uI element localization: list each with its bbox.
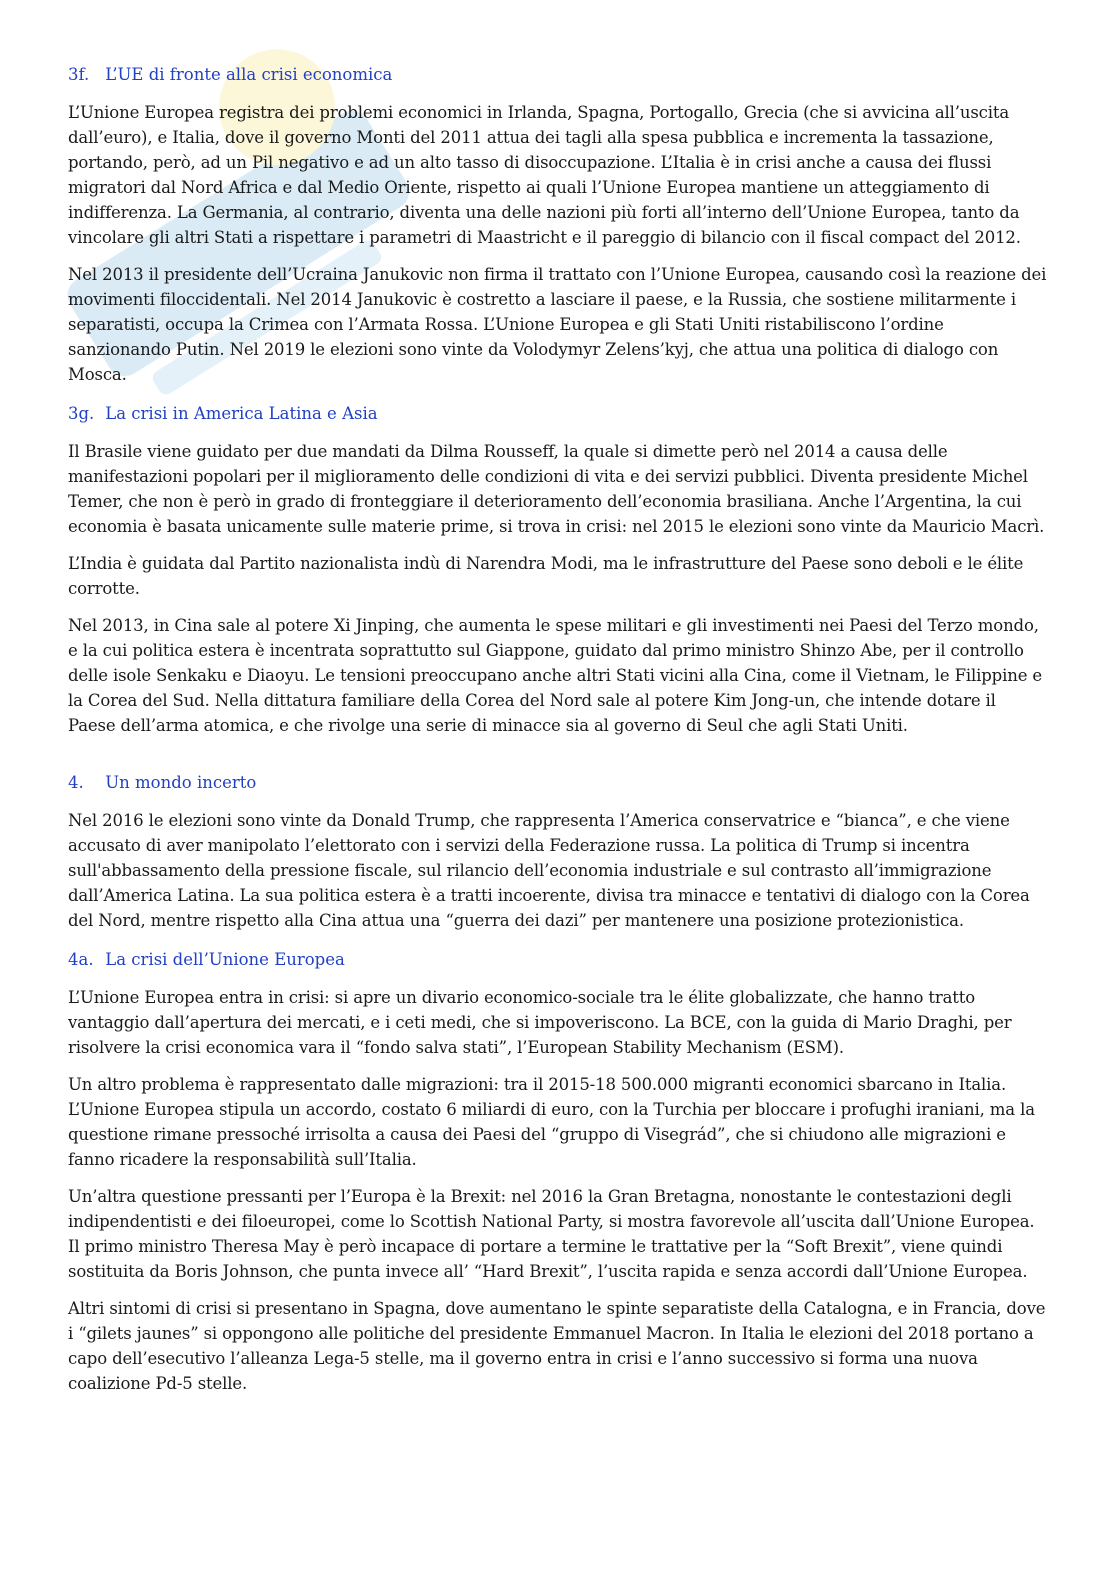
section-number: 4. bbox=[68, 773, 84, 792]
section-number: 3g. bbox=[68, 404, 95, 423]
paragraph: Nel 2016 le elezioni sono vinte da Donald Trump, che rappresenta l’America conservatrice e “bianca”, e che viene accusato di aver manipolato l’elettorato con i servizi della Federazione russa. La politica di Trump si incentra sull'abbassamento della pressione fiscale, sul rilancio dell’economia industriale e sul contrasto all’immigrazione dall’America Latina. La sua politica estera è a tratti incoerente, divisa tra minacce e tentativi di dialogo con la Corea del Nord, mentre rispetto alla Cina attua una “guerra dei dazi” per mantenere una posizione protezionistica. bbox=[68, 811, 1030, 930]
paragraph: Un altro problema è rappresentato dalle migrazioni: tra il 2015-18 500.000 migranti economici sbarcano in Italia. L’Unione Europea stipula un accordo, costato 6 miliardi di euro, con la Turchia per bloccare i profughi iraniani, ma la questione rimane pressoché irrisolta a causa dei Paesi del “gruppo di Visegrád”, che si chiudono alle migrazioni e fanno ricadere la responsabilità sull’Italia. bbox=[68, 1075, 1035, 1169]
paragraph: Un’altra questione pressanti per l’Europa è la Brexit: nel 2016 la Gran Bretagna, nonostante le contestazioni degli indipendentisti e dei filoeuropei, come lo Scottish National Party, si mostra favorevole all’uscita dall’Unione Europea. Il primo ministro Theresa May è però incapace di portare a termine le trattative per la “Soft Brexit”, viene quindi sostituita da Boris Johnson, che punta invece all’ “Hard Brexit”, l’uscita rapida e senza accordi dall’Unione Europea. bbox=[68, 1187, 1035, 1281]
section-heading bbox=[68, 62, 1048, 88]
paragraph: Altri sintomi di crisi si presentano in Spagna, dove aumentano le spinte separatiste della Catalogna, e in Francia, dove i “gilets jaunes” si oppongono alle politiche del presidente Emmanuel Macron. In Italia le elezioni del 2018 portano a capo dell’esecutivo l’alleanza Lega-5 stelle, ma il governo entra in crisi e l’anno successivo si forma una nuova coalizione Pd-5 stelle. bbox=[68, 1299, 1046, 1393]
paragraph: L’India è guidata dal Partito nazionalista indù di Narendra Modi, ma le infrastrutture del Paese sono deboli e le élite corrotte. bbox=[68, 554, 1024, 598]
section-number: 3f. bbox=[68, 65, 90, 84]
paragraph: Il Brasile viene guidato per due mandati da Dilma Rousseff, la quale si dimette però nel 2014 a causa delle manifestazioni popolari per il miglioramento delle condizioni di vita e dei servizi pubblici. Diventa presidente Michel Temer, che non è però in grado di fronteggiare il deterioramento dell’economia brasiliana. Anche l’Argentina, la cui economia è basata unicamente sulle materie prime, si trova in crisi: nel 2015 le elezioni sono vinte da Mauricio Macrì. bbox=[68, 442, 1045, 536]
section-title: Un mondo incerto bbox=[105, 773, 257, 792]
section-title: La crisi in America Latina e Asia bbox=[105, 404, 378, 423]
section-number: 4a. bbox=[68, 950, 94, 969]
paragraph: Nel 2013, in Cina sale al potere Xi Jinping, che aumenta le spese militari e gli investimenti nei Paesi del Terzo mondo, e la cui politica estera è incentrata soprattutto sul Giappone, guidato dal primo ministro Shinzo Abe, per il controllo delle isole Senkaku e Diaoyu. Le tensioni preoccupano anche altri Stati vicini alla Cina, come il Vietnam, le Filippine e la Corea del Sud. Nella dittatura familiare della Corea del Nord sale al potere Kim Jong-un, che intende dotare il Paese dell’arma atomica, e che rivolge una serie di minacce sia al governo di Seul che agli Stati Uniti. bbox=[68, 616, 1043, 735]
document-page bbox=[68, 62, 1048, 1396]
section-title: L’UE di fronte alla crisi economica bbox=[105, 65, 393, 84]
paragraph: Nel 2013 il presidente dell’Ucraina Janukovic non firma il trattato con l’Unione Europea, causando così la reazione dei movimenti filoccidentali. Nel 2014 Janukovic è costretto a lasciare il paese, e la Russia, che sostiene militarmente i separatisti, occupa la Crimea con l’Armata Rossa. L’Unione Europea e gli Stati Uniti ristabiliscono l’ordine sanzionando Putin. Nel 2019 le elezioni sono vinte da Volodymyr Zelens’kyj, che attua una politica di dialogo con Mosca. bbox=[68, 265, 1047, 384]
paragraph: L’Unione Europea registra dei problemi economici in Irlanda, Spagna, Portogallo, Grecia (che si avvicina all’uscita dall’euro), e Italia, dove il governo Monti del 2011 attua dei tagli alla spesa pubblica e incrementa la tassazione, portando, però, ad un Pil negativo e ad un alto tasso di disoccupazione. L’Italia è in crisi anche a causa dei flussi migratori dal Nord Africa e dal Medio Oriente, rispetto ai quali l’Unione Europea mantiene un atteggiamento di indifferenza. La Germania, al contrario, diventa una delle nazioni più forti all’interno dell’Unione Europea, tanto da vincolare gli altri Stati a rispettare i parametri di Maastricht e il pareggio di bilancio con il fiscal compact del 2012. bbox=[68, 103, 1021, 247]
paragraph: L’Unione Europea entra in crisi: si apre un divario economico-sociale tra le élite globalizzate, che hanno tratto vantaggio dall’apertura dei mercati, e i ceti medi, che si impoveriscono. La BCE, con la guida di Mario Draghi, per risolvere la crisi economica vara il “fondo salva stati”, l’European Stability Mechanism (ESM). bbox=[68, 988, 1012, 1057]
section-heading bbox=[68, 770, 1048, 796]
section-title: La crisi dell’Unione Europea bbox=[105, 950, 345, 969]
section-heading bbox=[68, 401, 1048, 427]
section-heading bbox=[68, 947, 1048, 973]
